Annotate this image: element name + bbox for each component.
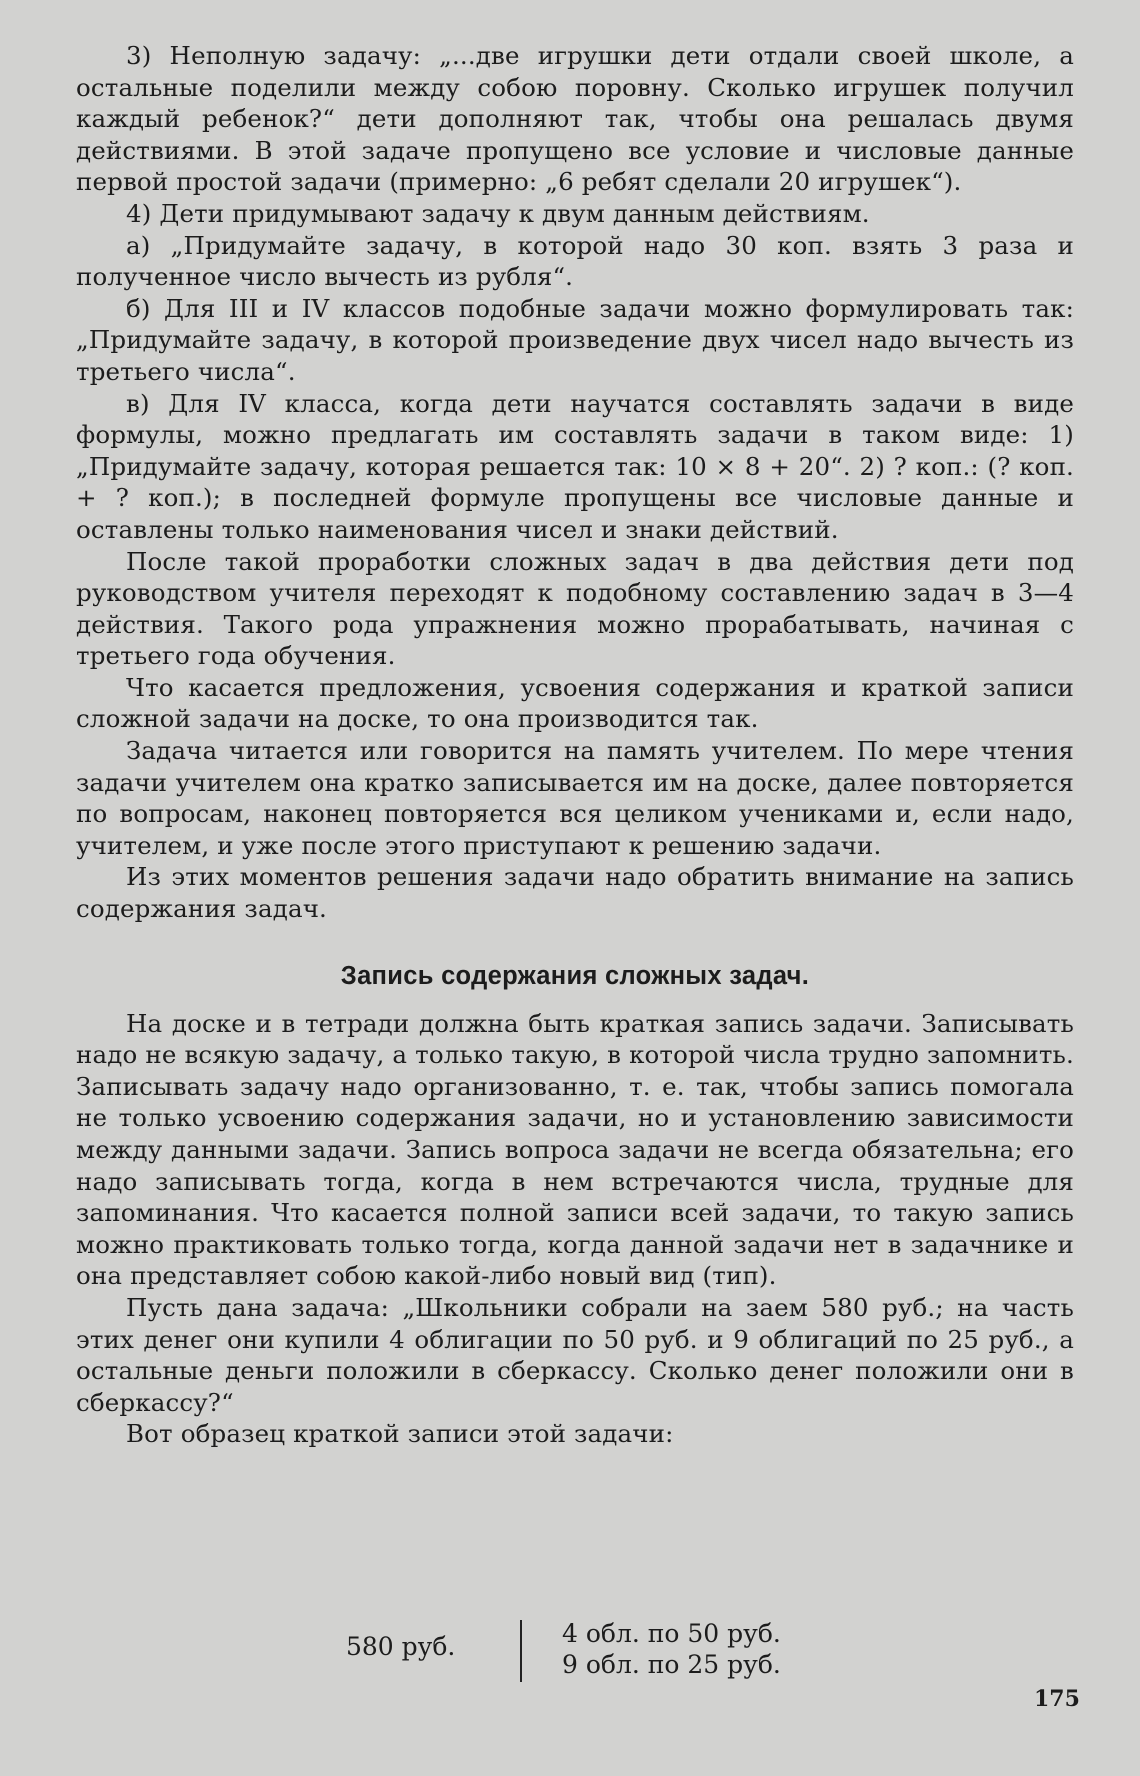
paragraph-sample-intro: Вот образец краткой записи этой задачи: <box>126 1419 674 1449</box>
section-heading: Запись содержания сложных задач. <box>340 961 810 990</box>
page-text <box>76 40 1074 1450</box>
paragraph-item-4: 4) Дети придумывают задачу к двум данным действиям. <box>126 198 870 228</box>
paragraph-short-record: На доске и в тетради должна быть краткая запись задачи. Записывать надо не всякую задачу, а только такую, в которой числа трудно запомнить. Записывать задачу надо организованно, т. е. так, чтобы запись помогала не только усвоению содержания задачи, но и установлению зависимости между данными задачи. Запись вопроса задачи не всегда обязательна; его надо записывать тогда, когда в нем встречаются числа, трудные для запоминания. Что касается полной записи всей задачи, то такую запись можно практиковать только тогда, когда данной задачи нет в задачнике и она представляет собою какой-либо новый вид (тип). <box>76 1008 1074 1291</box>
paragraph-example-task: Пусть дана задача: „Школьники собрали на заем 580 руб.; на часть этих денег они купили 4 облигации по 50 руб. и 9 облигаций по 25 руб., а остальные деньги положили в сберкассу. Сколько денег положили они в сберкассу?“ <box>76 1292 1074 1417</box>
paragraph-item-4b: б) Для III и IV классов подобные задачи можно формулировать так: „Придумайте задачу, в которой произведение двух чисел надо вычесть из третьего числа“. <box>76 293 1074 386</box>
paragraph-item-4a: а) „Придумайте задачу, в которой надо 30 коп. взять 3 раза и полученное число вычесть из рубля“. <box>76 230 1074 292</box>
paragraph-attention: Из этих моментов решения задачи надо обратить внимание на запись содержания задач. <box>76 862 1074 924</box>
schema-items <box>562 1618 781 1680</box>
paragraph-incomplete-task: 3) Неполную задачу: „...две игрушки дети отдали своей школе, а остальные поделили между собою поровну. Сколько игрушек получил каждый ребенок?“ дети дополняют так, чтобы она решалась двумя действиями. В этой задаче пропущено все условие и числовые данные первой простой задачи (примерно: „6 ребят сделали 20 игрушек“). <box>76 41 1074 197</box>
task-record-schema <box>340 1618 860 1690</box>
paragraph-after-practice: После такой проработки сложных задач в два действия дети под руководством учителя переходят к подобному составлению задач в 3—4 действия. Такого рода упражнения можно прорабатывать, начиная с третьего года обучения. <box>76 546 1074 671</box>
paragraph-board-record: Что касается предложения, усвоения содержания и краткой записи сложной задачи на доске, то она производится так. <box>76 672 1074 734</box>
schema-divider <box>520 1620 522 1682</box>
paragraph-task-reading: Задача читается или говорится на память учителем. По мере чтения задачи учителем она кратко записывается им на доске, далее повторяется по вопросам, наконец повторяется вся целиком учениками и, если надо, учителем, и уже после этого приступают к решению задачи. <box>76 736 1074 860</box>
schema-total: 580 руб. <box>346 1632 456 1661</box>
schema-line-1: 4 обл. по 50 руб. <box>562 1619 781 1648</box>
paragraph-item-4v: в) Для IV класса, когда дети научатся составлять задачи в виде формулы, можно предлагать им составлять задачи в таком виде: 1) „Придумайте задачу, которая решается так: 10 × 8 + 20“. 2) ? коп.: (? коп. + ? коп.); в последней формуле пропущены все числовые данные и оставлены только наименования чисел и знаки действий. <box>76 388 1074 544</box>
page-number: 175 <box>1034 1686 1080 1712</box>
schema-line-2: 9 обл. по 25 руб. <box>562 1650 781 1679</box>
